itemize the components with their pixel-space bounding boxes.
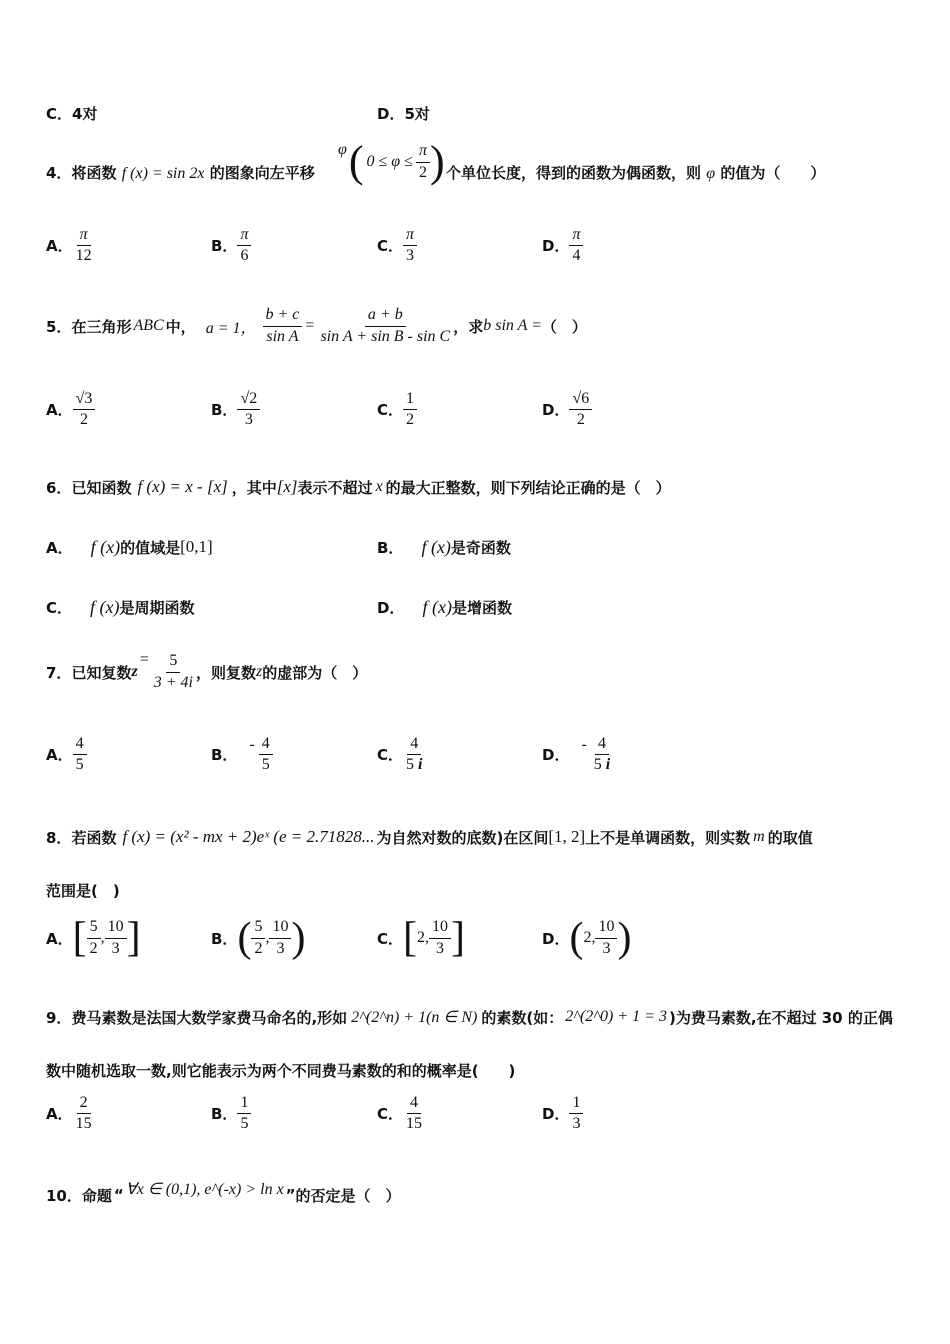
q7-option-c: C． $\frac{4}{5 i}$ bbox=[377, 735, 423, 774]
q5-option-c: C． $\frac{1}{2}$ bbox=[377, 390, 417, 430]
q8-stem-line2: 范围是( ) bbox=[46, 882, 120, 900]
q4-stem bbox=[46, 162, 315, 183]
q5-rhs-fraction: $\frac{a + b}{\text{sin A + sin B - sin C}}$ bbox=[320, 306, 451, 345]
q4-text4: 的值为（ ） bbox=[720, 164, 826, 182]
q8-interval: [1, 2] bbox=[548, 827, 586, 846]
q4-stem-tail bbox=[446, 162, 825, 183]
q5-stem: 5． 在三角形 ABC 中， a = 1， $\frac{b + c}{\text{sin A}}$ = $\frac{a + b}{\text{sin A + sin B - sin C}}$ ，求 b sin A = （ ） bbox=[46, 306, 587, 345]
q6-option-a: A． f (x) 的值域是 [0,1] bbox=[46, 536, 213, 557]
q6-func: f (x) = x - [x] bbox=[137, 477, 228, 496]
q6-option-b: B． f (x) 是奇函数 bbox=[377, 536, 511, 557]
q6-option-c: C． f (x) 是周期函数 bbox=[46, 596, 195, 617]
q8-stem: 8． 若函数 f (x) = (x² - mx + 2)eˣ (e = 2.71828... 为自然对数的底数)在区间 [1, 2] 上不是单调函数，则实数 m 的取值 bbox=[46, 827, 813, 847]
q8-option-b: B． ( $\frac{5}{2}$ , $\frac{10}{3}$ ) bbox=[211, 915, 306, 961]
q5-option-d: D． $\frac{√6}{2}$ bbox=[542, 390, 592, 430]
q8-option-a: A． [ $\frac{5}{2}$ , $\frac{10}{3}$ ] bbox=[46, 915, 141, 961]
q4-phi-2: φ bbox=[706, 165, 716, 182]
q5-lhs-fraction: $\frac{b + c}{\text{sin A}}$ bbox=[263, 306, 303, 346]
q9-formula: 2^(2^n) + 1(n ∈ N) bbox=[351, 1009, 478, 1026]
q5-a-equals: a = 1， bbox=[205, 319, 257, 337]
q7-option-b: B． - $\frac{4}{5}$ bbox=[211, 735, 273, 775]
q5-option-b: B． $\frac{√2}{3}$ bbox=[211, 390, 260, 430]
q9-option-b: B． $\frac{1}{5}$ bbox=[211, 1094, 251, 1134]
q8-m: m bbox=[753, 828, 765, 845]
q9-option-a: A． $\frac{2}{15}$ bbox=[46, 1094, 92, 1133]
q4-func: f (x) = sin 2x bbox=[121, 165, 205, 182]
q5-option-a: A． $\frac{√3}{2}$ bbox=[46, 390, 95, 430]
q7-option-d: D． - $\frac{4}{5 i}$ bbox=[542, 735, 611, 774]
q4-cond: 0 ≤ φ ≤ bbox=[366, 153, 413, 170]
q8-func: f (x) = (x² - mx + 2)eˣ (e = 2.71828... bbox=[122, 827, 375, 846]
q3-option-d: D．5对 bbox=[377, 105, 430, 123]
q8-option-c: C． [ 2, $\frac{10}{3}$ ] bbox=[377, 915, 466, 961]
q9-example: 2^(2^0) + 1 = 3 bbox=[565, 1008, 667, 1025]
q7-fraction: $\frac{5}{3 + 4i}$ bbox=[153, 652, 193, 691]
q6-x: x bbox=[375, 478, 383, 495]
q7-z: z bbox=[131, 663, 138, 680]
q4-shift-condition bbox=[338, 138, 445, 186]
q10-stem: 10． 命题 “ ∀x ∈ (0,1), e^(-x) > ln x ” 的否定是（ ） bbox=[46, 1181, 401, 1205]
q3-option-c: C．4对 bbox=[46, 105, 98, 123]
q4-option-a: A． $\frac{\pi}{12}$ bbox=[46, 226, 92, 265]
q4-phi: φ bbox=[338, 141, 347, 158]
q5-triangle: ABC bbox=[133, 317, 164, 334]
q4-option-d: D． $\frac{\pi}{4}$ bbox=[542, 226, 583, 266]
q4-paren-close: ) bbox=[429, 137, 445, 186]
q4-option-b: B． $\frac{\pi}{6}$ bbox=[211, 226, 251, 266]
q6-floor-x: [x] bbox=[276, 477, 298, 496]
q4-text3: 个单位长度，得到的函数为偶函数，则 bbox=[446, 164, 702, 182]
q6-option-d: D． f (x) 是增函数 bbox=[377, 596, 512, 617]
q5-target: b sin A = bbox=[483, 317, 542, 334]
q4-cond-fraction: $\frac{\pi}{2}$ bbox=[416, 142, 430, 182]
q9-stem: 9． 费马素数是法国大数学家费马命名的,形如 2^(2^n) + 1(n ∈ N) 的素数(如： 2^(2^0) + 1 = 3 )为费马素数,在不超过 30 的正偶 bbox=[46, 1008, 893, 1027]
q4-number: 4． bbox=[46, 164, 72, 182]
q9-stem-line2: 数中随机选取一数,则它能表示为两个不同费马素数的和的概率是( ) bbox=[46, 1062, 516, 1080]
q9-option-c: C． $\frac{4}{15}$ bbox=[377, 1094, 423, 1133]
q6-stem: 6． 已知函数 f (x) = x - [x] ，其中 [x] 表示不超过 x 的最大正整数，则下列结论正确的是（ ） bbox=[46, 477, 671, 497]
q4-text1: 将函数 bbox=[71, 164, 117, 182]
q7-option-a: A． $\frac{4}{5}$ bbox=[46, 735, 87, 775]
q4-text2: 的图象向左平移 bbox=[209, 164, 315, 182]
q10-formula: ∀x ∈ (0,1), e^(-x) > ln x bbox=[125, 1181, 284, 1198]
q7-stem: 7． 已知复数 z = $\frac{5}{3 + 4i}$ ，则复数 z 的虚部为（ ） bbox=[46, 651, 368, 691]
q4-paren-open: ( bbox=[348, 137, 364, 186]
q9-option-d: D． $\frac{1}{3}$ bbox=[542, 1094, 583, 1134]
q4-option-c: C． $\frac{\pi}{3}$ bbox=[377, 226, 417, 266]
q8-option-d: D． ( 2, $\frac{10}{3}$ ) bbox=[542, 915, 632, 961]
